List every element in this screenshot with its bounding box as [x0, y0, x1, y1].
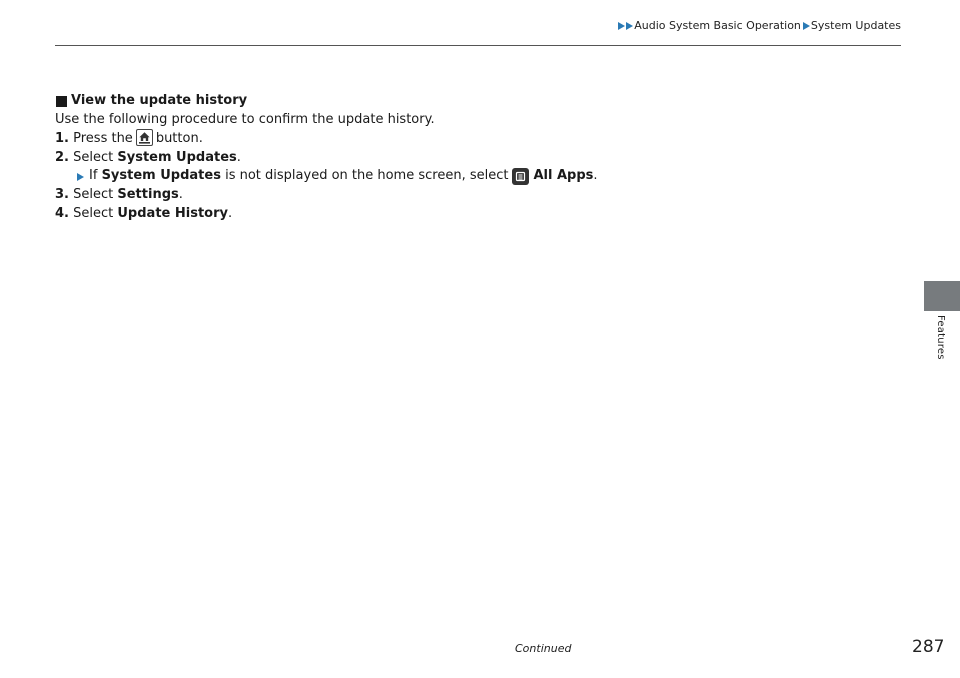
intro-text: Use the following procedure to confirm the update history.: [55, 111, 435, 127]
step-number: 3.: [55, 186, 69, 202]
note-text: is not displayed on the home screen, select: [225, 168, 509, 184]
step-3: [55, 186, 915, 205]
breadcrumb: [618, 19, 901, 32]
step-punct: .: [178, 186, 183, 202]
note-punct: .: [593, 168, 598, 184]
page-number: 287: [912, 637, 945, 657]
step-punct: .: [236, 149, 241, 165]
note-target: System Updates: [101, 168, 221, 184]
step-text: Press the: [73, 131, 133, 147]
step-number: 4.: [55, 205, 69, 221]
step-number: 2.: [55, 149, 69, 165]
continued-label: Continued: [515, 642, 572, 655]
breadcrumb-section[interactable]: Audio System Basic Operation: [634, 19, 801, 32]
step-text: Select: [73, 149, 114, 165]
home-icon: [136, 129, 153, 146]
main-content: [55, 92, 915, 223]
header-divider: [55, 45, 901, 46]
square-bullet-icon: [56, 96, 67, 107]
note-text: If: [89, 168, 98, 184]
step-text: Select: [73, 186, 114, 202]
heading-text: View the update history: [71, 93, 248, 108]
step-text: Select: [73, 205, 114, 221]
step-target: Settings: [117, 186, 179, 202]
step-2-note: [55, 167, 915, 186]
step-punct: .: [227, 205, 233, 221]
triangle-icon: [803, 22, 810, 30]
step-target: Update History: [117, 205, 228, 221]
step-1: [55, 129, 915, 149]
step-4: [55, 205, 915, 224]
triangle-icon: [77, 173, 84, 181]
triangle-icon: [618, 22, 625, 30]
triangle-icon: [626, 22, 633, 30]
step-text: button.: [155, 131, 203, 147]
all-apps-icon: [512, 168, 529, 185]
step-2: [55, 149, 915, 168]
step-target: System Updates: [117, 149, 237, 165]
section-tab-label: Features: [935, 315, 946, 360]
section-tab: [924, 281, 960, 311]
step-number: 1.: [55, 131, 69, 147]
breadcrumb-page[interactable]: System Updates: [810, 19, 901, 32]
note-target: All Apps: [533, 168, 594, 184]
section-heading: [55, 92, 915, 111]
